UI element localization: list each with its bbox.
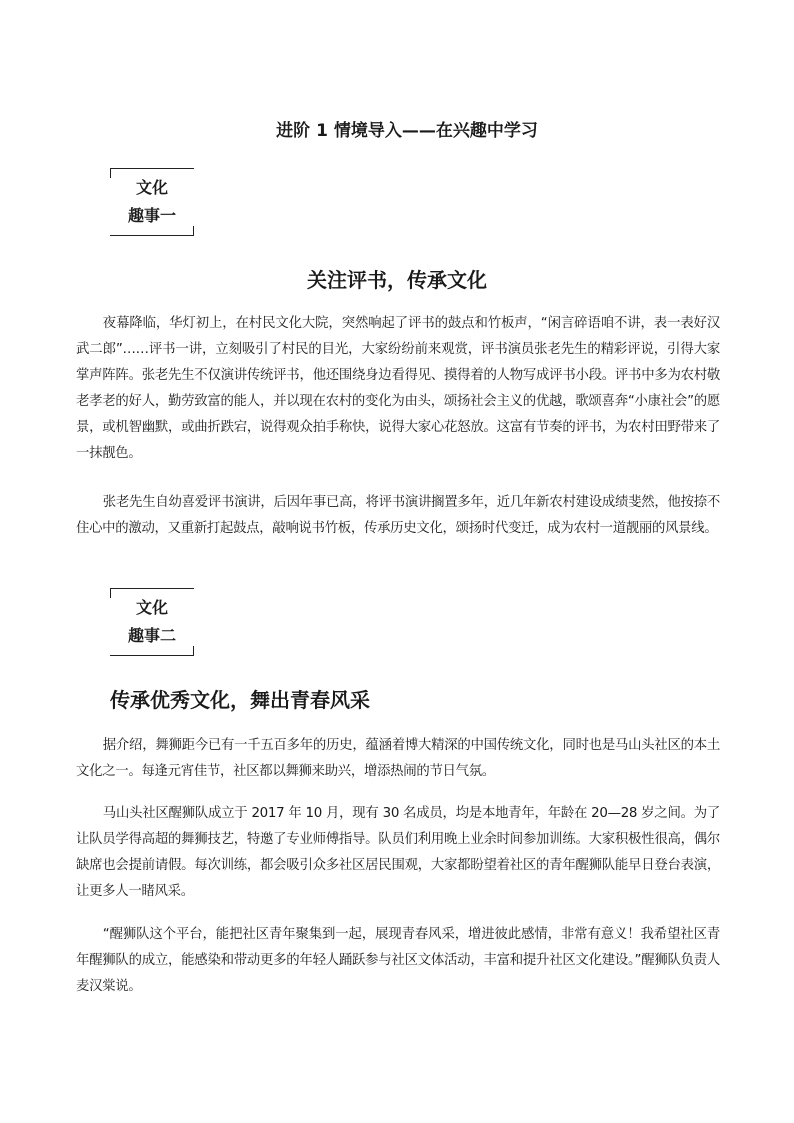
page-heading: 进阶 1 情境导入——在兴趣中学习 [276,121,538,141]
section-title-1: 关注评书，传承文化 [307,268,487,292]
section-tag-2 [110,588,194,656]
section-tag-1 [110,168,194,236]
paragraph-1-1: 夜幕降临，华灯初上，在村民文化大院，突然响起了评书的鼓点和竹板声，“闲言碎语咱不讲，表一表好汉武二郎”……评书一讲，立刻吸引了村民的目光，大家纷纷前来观赏，评书演员张老先生的精彩评说，引得大家掌声阵阵。张老先生不仅演讲传统评书，他还围绕身边看得见、摸得着的人物写成评书小段。评书中多为农村敬老孝老的好人，勤劳致富的能人，并以现在农村的变化为由头，颂扬社会主义的优越，歌颂喜奔“小康社会”的愿景，或机智幽默，或曲折跌宕，说得观众拍手称快，说得大家心花怒放。这富有节奏的评书，为农村田野带来了一抹靓色。 [76,316,720,461]
tag-top-border [110,168,194,169]
tag-line-1: 文化 [135,598,168,617]
tag-bottom-border [110,235,194,236]
paragraph-2-1: 据介绍，舞狮距今已有一千五百多年的历史，蕴涵着博大精深的中国传统文化，同时也是马山头社区的本土文化之一。每逢元宵佳节，社区都以舞狮来助兴，增添热闹的节日气氛。 [76,738,720,779]
paragraph-2-2: 马山头社区醒狮队成立于 2017 年 10 月，现有 30 名成员，均是本地青年，年龄在 20—28 岁之间。为了让队员学得高超的舞狮技艺，特邀了专业师傅指导。队员们利用晚上业余时间参加训练。大家积极性很高，偶尔缺席也会提前请假。每次训练，都会吸引众多社区居民围观，大家都盼望着社区的青年醒狮队能早日登台表演，让更多人一睹风采。 [76,806,720,899]
section-title-2: 传承优秀文化，舞出青春风采 [110,688,370,712]
paragraph-1-2: 张老先生自幼喜爱评书演讲，后因年事已高，将评书演讲搁置多年，近几年新农村建设成绩斐然，他按捺不住心中的激动，又重新打起鼓点，敲响说书竹板，传承历史文化，颂扬时代变迁，成为农村一道靓丽的风景线。 [76,495,720,536]
tag-line-1: 文化 [135,178,168,197]
tag-bottom-border [110,655,194,656]
paragraph-2-3: “醒狮队这个平台，能把社区青年聚集到一起，展现青春风采，增进彼此感情，非常有意义！我希望社区青年醒狮队的成立，能感染和带动更多的年轻人踊跃参与社区文体活动，丰富和提升社区文化建设。”醒狮队负责人麦汉棠说。 [76,927,720,994]
tag-top-border [110,588,194,589]
tag-line-2: 趣事一 [127,206,176,225]
tag-line-2: 趣事二 [127,626,176,645]
